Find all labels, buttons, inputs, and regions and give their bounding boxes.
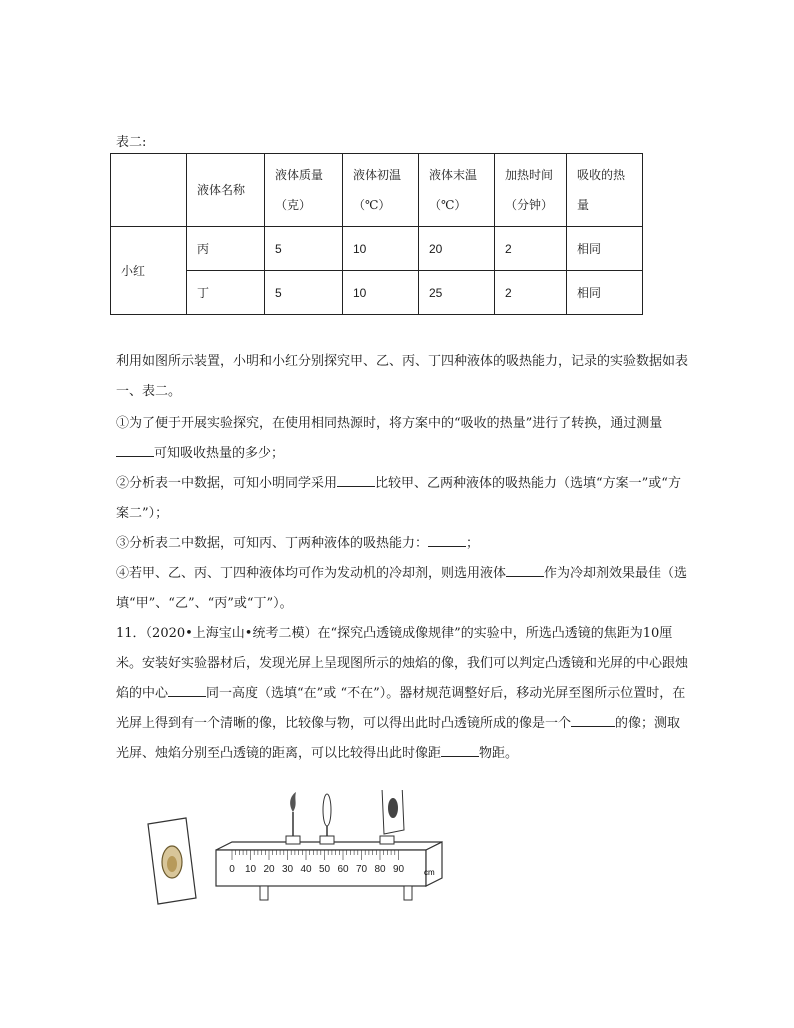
- cell-heating-time: 2: [495, 227, 567, 271]
- q10-sub2: ②分析表一中数据，可知小明同学采用 比较甲、乙两种液体的吸热能力（选填“方案一”或“方案二”）；: [116, 469, 688, 529]
- q11-text: 11．（2020•上海宝山•统考二模）在“探究凸透镜成像规律”的实验中，所选凸透镜的焦距为10厘米。安装好实验器材后，发现光屏上呈现图所示的烛焰的像，我们可以判定凸透镜和光屏的中心跟烛焰的中心 同一高度（选填“在”或 “不在”）。器材规范调整好后，移动光屏至图所示位置时，在光屏上得到有一个清晰的像，比较像与物，可以得出此时凸透镜所成的像是一个 的像；测取光屏、烛焰分别至凸透镜的距离，可以比较得出此时像距 物距。: [116, 626, 689, 761]
- ruler-tick-label: 0: [229, 864, 235, 875]
- ruler-tick-label: 70: [355, 864, 368, 875]
- header-heat-absorbed: 吸收的热 量: [567, 154, 643, 227]
- cell-final-temp: 20: [419, 227, 495, 271]
- cell-name: 丁: [187, 271, 265, 315]
- cell-heat: 相同: [567, 227, 643, 271]
- answer-blank[interactable]: [571, 712, 615, 727]
- answer-blank[interactable]: [168, 682, 206, 697]
- ruler-tick-label: 30: [281, 864, 294, 875]
- answer-blank[interactable]: [337, 472, 375, 487]
- lens-icon: [320, 794, 334, 844]
- answer-blank[interactable]: [506, 562, 544, 577]
- cell-final-temp: 25: [419, 271, 495, 315]
- cell-mass: 5: [265, 271, 343, 315]
- header-liquid-name: 液体名称: [187, 154, 265, 227]
- answer-blank[interactable]: [116, 442, 154, 457]
- q10-sub1: ①为了便于开展实验探究，在使用相同热源时，将方案中的“吸收的热量”进行了转换，通过测量可知吸收热量的多少；: [116, 416, 663, 461]
- header-mass: 液体质量 （克）: [265, 154, 343, 227]
- screen-image-card: [148, 818, 196, 904]
- candle-icon: [286, 792, 300, 844]
- q10-intro: 利用如图所示装置，小明和小红分别探究甲、乙、丙、丁四种液体的吸热能力，记录的实验数据如表一、表二。: [116, 354, 689, 399]
- light-screen-icon: [380, 790, 404, 844]
- cell-initial-temp: 10: [343, 227, 419, 271]
- answer-blank[interactable]: [428, 532, 466, 547]
- cell-heating-time: 2: [495, 271, 567, 315]
- q10-sub4: ④若甲、乙、丙、丁四种液体均可作为发动机的冷却剂，则选用液体 作为冷却剂效果最佳（选填“甲”、“乙”、“丙”或“丁”）。: [116, 559, 688, 619]
- group-label-cell: 小红: [111, 227, 187, 315]
- header-heating-time: 加热时间 （分钟）: [495, 154, 567, 227]
- cell-initial-temp: 10: [343, 271, 419, 315]
- unit-label: cm: [424, 868, 435, 877]
- ruler-tick-label: 80: [374, 864, 386, 875]
- answer-blank[interactable]: [441, 742, 479, 757]
- cell-name: 丙: [187, 227, 265, 271]
- ruler-tick-label: 90: [392, 864, 405, 875]
- cell-heat: 相同: [567, 271, 643, 315]
- ruler-tick-label: 60: [337, 864, 349, 875]
- optics-bench-figure: [140, 790, 450, 910]
- table-2: [110, 153, 643, 315]
- header-initial-temp: 液体初温 （℃）: [343, 154, 419, 227]
- header-final-temp: 液体末温 （℃）: [419, 154, 495, 227]
- table-header-row: [111, 154, 643, 227]
- table-corner-cell: [111, 154, 187, 227]
- table2-caption: 表二:: [116, 135, 147, 150]
- q10-sub3: ③分析表二中数据，可知丙、丁两种液体的吸热能力： ；: [116, 529, 688, 559]
- table-row: [111, 271, 643, 315]
- ruler-tick-label: 20: [263, 864, 275, 875]
- table-row: [111, 227, 643, 271]
- ruler-tick-label: 40: [300, 864, 312, 875]
- ruler-tick-label: 10: [244, 864, 257, 875]
- ruler-tick-label: 50: [318, 864, 331, 875]
- cell-mass: 5: [265, 227, 343, 271]
